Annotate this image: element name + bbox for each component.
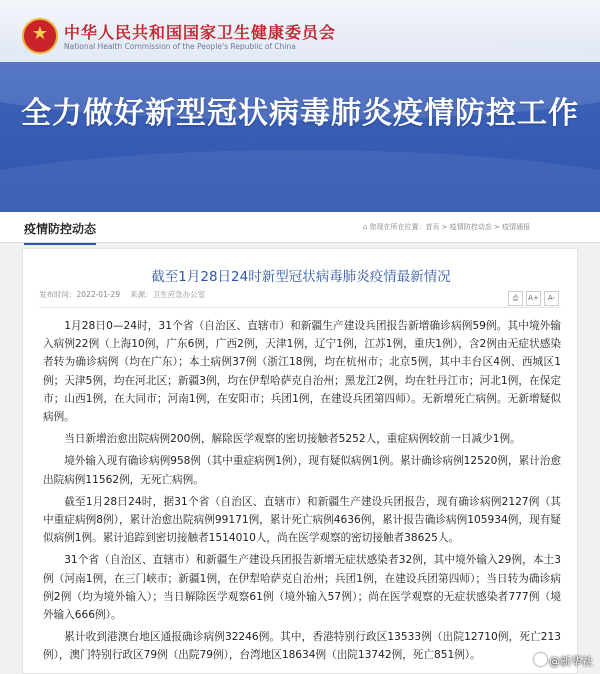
section-nav-bar: [0, 212, 600, 243]
weibo-icon: [534, 653, 547, 666]
breadcrumb-text[interactable]: 您现在所在位置：首页 > 疫情防控动态 > 疫情通报: [369, 223, 531, 231]
article-paragraph: 境外输入现有确诊病例958例（其中重症病例1例），现有疑似病例1例。累计确诊病例12520例，累计治愈出院病例11562例，无死亡病例。: [43, 455, 561, 486]
article-panel: [22, 248, 578, 674]
national-emblem-icon: [22, 18, 58, 54]
location-icon: ⌂: [363, 223, 368, 231]
article-paragraph: 31个省（自治区、直辖市）和新疆生产建设兵团报告新增无症状感染者32例，其中境外输入29例，本土3例（河南1例，在三门峡市；新疆1例，在伊犁哈萨克自治州；兵团1例，在建设兵团第四师）；当日转为确诊病例2例（均为境外输入）；当日解除医学观察61例（境外输入57例）；尚在医学观察的无症状感染者777例（境外输入666例）。: [43, 554, 561, 622]
agency-name-en: National Health Commission of the People's Republic of China: [64, 42, 296, 51]
publish-time: 发布时间：2022-01-29: [39, 290, 121, 299]
article-paragraph: 截至1月28日24时，据31个省（自治区、直辖市）和新疆生产建设兵团报告，现有确诊病例2127例（其中重症病例8例），累计治愈出院病例99171例，累计死亡病例4636例，累计报告确诊病例105934例，现有疑似病例1例。累计追踪到密切接触者1514010人，尚在医学观察的密切接触者38625人。: [43, 495, 561, 545]
agency-name-cn[interactable]: 中华人民共和国国家卫生健康委员会: [64, 23, 337, 42]
article-paragraph: 1月28日0—24时，31个省（自治区、直辖市）和新疆生产建设兵团报告新增确诊病例59例。其中境外输入病例22例（上海10例，广东6例，广西2例，天津1例，辽宁1例，江苏1例，重庆1例），含2例由无症状感染者转为确诊病例（均在广东）；本土病例37例（浙江18例，均在杭州市；北京5例，其中丰台区4例、西城区1例；天津5例，均在河北区；新疆3例，均在伊犁哈萨克自治州；黑龙江2例，均在牡丹江市；河北1例，在保定市；山西1例，在大同市；河南1例，在安阳市；兵团1例，在建设兵团第四师）。无新增死亡病例。无新增疑似病例。: [43, 320, 561, 424]
banner-decoration: [0, 150, 600, 212]
article-body: [43, 317, 561, 669]
divider: [39, 307, 561, 308]
watermark: [534, 653, 593, 669]
article-paragraph: 累计收到港澳台地区通报确诊病例32246例。其中，香港特别行政区13533例（出院12710例，死亡213例），澳门特别行政区79例（出院79例），台湾地区18634例（出院13742例，死亡851例）。: [43, 631, 561, 662]
section-title[interactable]: 疫情防控动态: [24, 220, 96, 245]
header-banner: [0, 0, 600, 212]
font-small-icon[interactable]: A-: [544, 291, 559, 306]
article-source: 来源：卫生应急办公室: [130, 290, 206, 299]
article-tools: [505, 285, 559, 306]
watermark-text: @新华社: [549, 655, 593, 668]
banner-slogan: 全力做好新型冠状病毒肺炎疫情防控工作: [21, 96, 579, 131]
article-title: 截至1月28日24时新型冠状病毒肺炎疫情最新情况: [151, 269, 451, 285]
article-paragraph: 当日新增治愈出院病例200例，解除医学观察的密切接触者5252人，重症病例较前一日减少1例。: [64, 433, 521, 446]
article-meta: [39, 289, 215, 300]
breadcrumb[interactable]: [363, 222, 530, 232]
print-icon[interactable]: ⎙: [508, 291, 523, 306]
font-large-icon[interactable]: A+: [526, 291, 541, 306]
